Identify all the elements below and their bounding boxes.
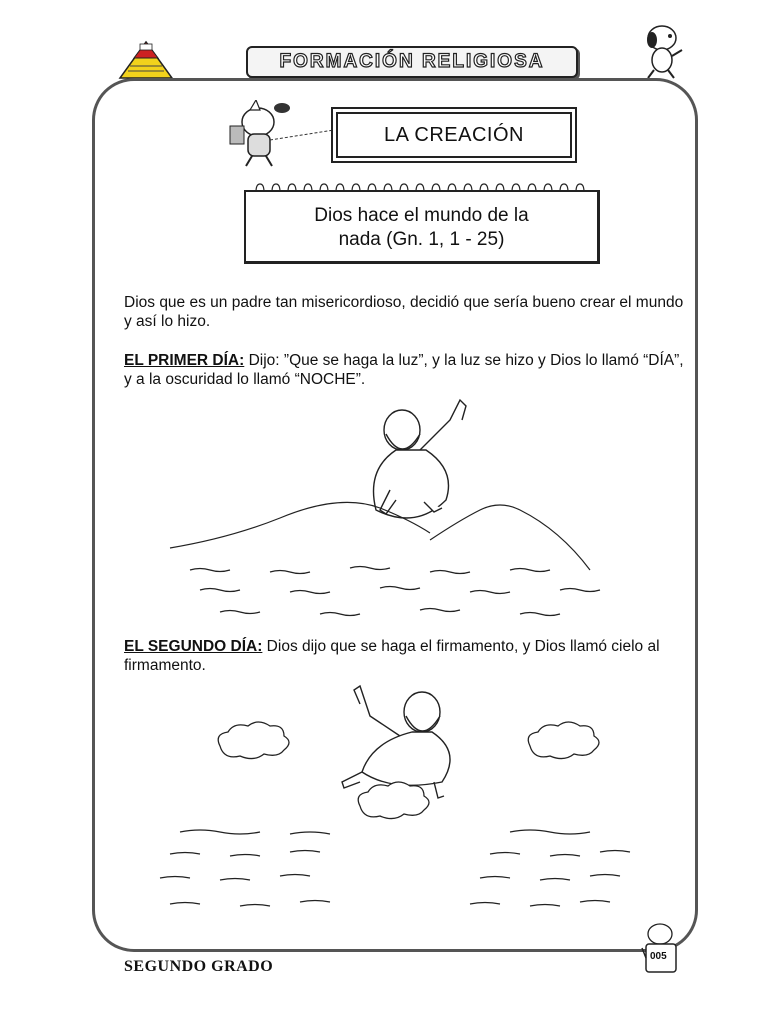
footer-grade: SEGUNDO GRADO <box>124 958 274 975</box>
water-icon <box>160 830 630 906</box>
god-figure-icon <box>374 400 467 518</box>
day2-label: EL SEGUNDO DÍA: <box>124 638 263 655</box>
page-title: LA CREACIÓN <box>384 123 524 146</box>
subtitle-line-1: Dios hace el mundo de la <box>314 205 529 226</box>
god-figure-icon <box>342 686 450 798</box>
subtitle-box <box>244 190 600 264</box>
intro-paragraph: Dios que es un padre tan misericordioso, decidió que sería bueno crear el mundo y así lo hizo. <box>124 294 684 330</box>
day2-text: Dios dijo que se haga el firmamento, y Dios llamó cielo al firmamento. <box>124 638 660 674</box>
day1-label: EL PRIMER DÍA: <box>124 352 245 369</box>
mascot-icon <box>634 922 684 978</box>
subtitle-line-2: nada (Gn. 1, 1 - 25) <box>338 229 505 250</box>
day2-illustration <box>150 674 640 934</box>
school-logo-icon <box>118 40 174 80</box>
title-box <box>336 112 572 158</box>
page-number: 005 <box>650 951 667 962</box>
day1-text: Dijo: ”Que se haga la luz”, y la luz se hizo y Dios lo llamó “DÍA”, y a la oscuridad lo llamó “NOCHE”. <box>124 352 684 388</box>
day2-paragraph <box>124 637 684 675</box>
day1-paragraph <box>124 351 684 389</box>
water-icon <box>190 567 600 616</box>
wolf-icon <box>222 100 336 170</box>
header-banner <box>246 46 578 78</box>
snoopy-icon <box>636 22 688 80</box>
header-banner-text: FORMACIÓN RELIGIOSA <box>279 51 545 72</box>
day1-illustration <box>160 390 640 630</box>
